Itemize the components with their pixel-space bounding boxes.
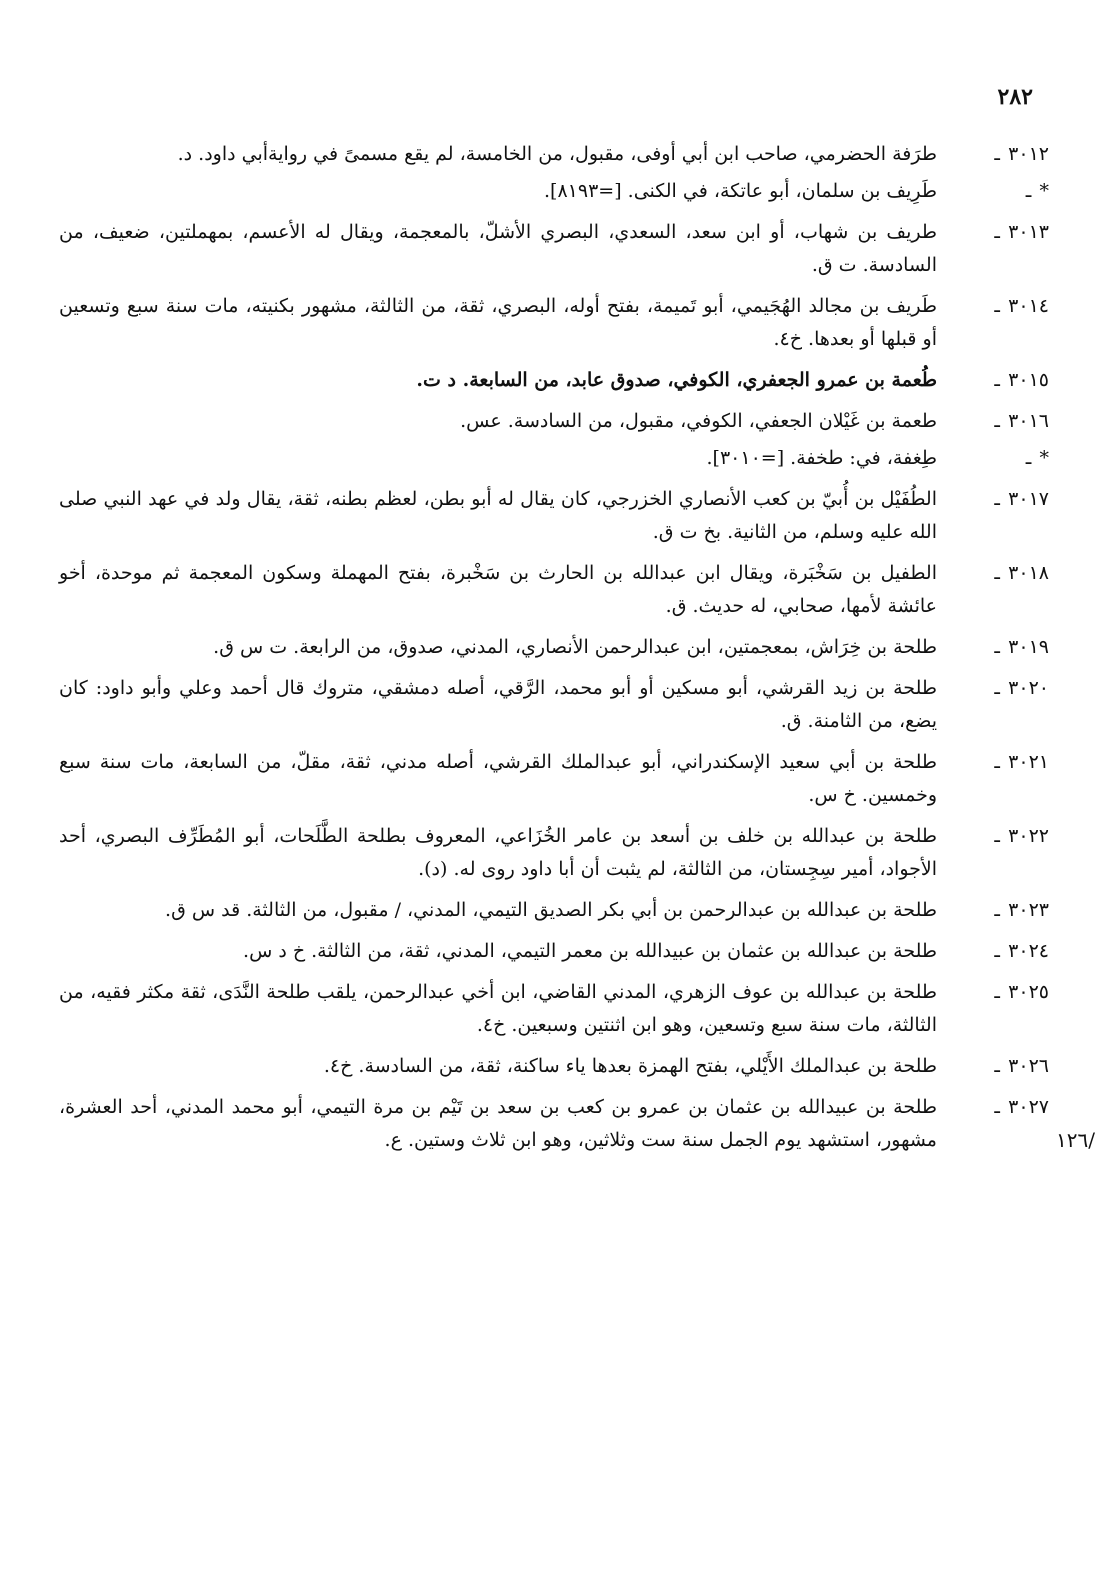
biography-entry bbox=[59, 483, 1049, 549]
entry-dash: ـ bbox=[994, 1096, 1000, 1118]
entry-dash: ـ bbox=[994, 488, 1000, 510]
entry-text: طرَفة الحضرمي، صاحب ابن أبي أوفى، مقبول، من الخامسة، لم يقع مسمىً في روايةأبي داود. د. bbox=[177, 143, 937, 165]
biography-entry bbox=[59, 746, 1049, 812]
entry-text: طلحة بن زيد القرشي، أبو مسكين أو أبو محمد، الرَّقي، أصله دمشقي، متروك قال أحمد وعلي وأبو داود: كان يضع، من الثامنة. ق. bbox=[59, 677, 937, 732]
biography-entry bbox=[59, 557, 1049, 623]
entry-text: الطفيل بن سَخْبَرة، ويقال ابن عبدالله بن الحارث بن سَخْبرة، بفتح المهملة وسكون المعجمة ثم موحدة، أخو عائشة لأمها، صحابي، له حديث. ق. bbox=[59, 562, 937, 617]
entry-dash: ـ bbox=[994, 751, 1000, 773]
biography-entry bbox=[59, 1050, 1049, 1083]
entry-number bbox=[937, 672, 1049, 738]
entry-text: طلحة بن عبدالله بن عبدالرحمن بن أبي بكر الصديق التيمي، المدني، / مقبول، من الثالثة. قد س ق. bbox=[165, 899, 937, 921]
entry-text: طُعمة بن عمرو الجعفري، الكوفي، صدوق عابد، من السابعة. د ت. bbox=[416, 369, 937, 391]
biography-entry bbox=[59, 672, 1049, 738]
entry-dash: ـ bbox=[994, 143, 1000, 165]
entry-dash: ـ bbox=[994, 369, 1000, 391]
entry-number-text: ٣٠١٦ bbox=[1008, 410, 1049, 432]
entry-dash: ـ bbox=[994, 677, 1000, 699]
cross-reference-entry bbox=[59, 175, 1049, 208]
entry-number bbox=[937, 216, 1049, 282]
entry-number-text: ٣٠٢١ bbox=[1008, 751, 1049, 773]
entry-number-text: ٣٠٢٥ bbox=[1008, 981, 1049, 1003]
biography-entry bbox=[59, 290, 1049, 356]
entry-number-text: ٣٠١٥ bbox=[1008, 369, 1049, 391]
entry-dash: ـ bbox=[994, 825, 1000, 847]
entry-text: طِغفة، في: طخفة. [=٣٠١٠]. bbox=[706, 447, 937, 469]
biography-entry bbox=[59, 216, 1049, 282]
entry-number-text: ٣٠١٤ bbox=[1008, 295, 1049, 317]
entry-text: طلحة بن أبي سعيد الإسكندراني، أبو عبدالملك القرشي، أصله مدني، ثقة، مقلّ، من السابعة، مات سنة سبع وخمسين. خ س. bbox=[59, 751, 937, 806]
margin-note: /١٢٦ bbox=[1056, 1128, 1095, 1152]
entry-number bbox=[937, 175, 1049, 208]
entry-number-text: ٣٠٢٤ bbox=[1008, 940, 1049, 962]
entry-text: طلحة بن عبدالله بن عثمان بن عبيدالله بن معمر التيمي، المدني، ثقة، من الثالثة. خ د س. bbox=[243, 940, 937, 962]
page-number: ٢٨٢ bbox=[997, 84, 1033, 110]
entry-dash: ـ bbox=[994, 410, 1000, 432]
entry-number bbox=[937, 631, 1049, 664]
entry-text: طَرِيف بن سلمان، أبو عاتكة، في الكنى. [=٨١٩٣]. bbox=[544, 180, 937, 202]
biography-entry bbox=[59, 138, 1049, 171]
entry-number-text: ٣٠٢٣ bbox=[1008, 899, 1049, 921]
entry-number-text: ٣٠١٣ bbox=[1008, 221, 1049, 243]
entry-text: طعمة بن غَيْلان الجعفي، الكوفي، مقبول، من السادسة. عس. bbox=[460, 410, 937, 432]
entry-text: طريف بن شهاب، أو ابن سعد، السعدي، البصري الأشلّ، بالمعجمة، ويقال له الأعسم، بمهملتين، ضعيف، من السادسة. ت ق. bbox=[59, 221, 937, 276]
entry-number-text: ٣٠١٨ bbox=[1008, 562, 1049, 584]
biography-entry bbox=[59, 405, 1049, 438]
entry-number bbox=[937, 138, 1049, 171]
biography-entry bbox=[59, 935, 1049, 968]
biography-entry bbox=[59, 631, 1049, 664]
entry-number-text: ٣٠٢٦ bbox=[1008, 1055, 1049, 1077]
entry-dash: ـ bbox=[994, 1055, 1000, 1077]
entry-number bbox=[937, 405, 1049, 438]
biography-entry bbox=[59, 1091, 1049, 1157]
entry-dash: ـ bbox=[1025, 447, 1032, 469]
entry-text: طلحة بن عبدالملك الأَيْلي، بفتح الهمزة بعدها ياء ساكنة، ثقة، من السادسة. خ٤. bbox=[323, 1055, 937, 1077]
cross-reference-entry bbox=[59, 442, 1049, 475]
biography-entry bbox=[59, 820, 1049, 886]
entry-number bbox=[937, 483, 1049, 549]
entry-number-text: ٣٠٢٠ bbox=[1008, 677, 1049, 699]
entry-number bbox=[937, 976, 1049, 1042]
entry-number bbox=[937, 746, 1049, 812]
entry-dash: ـ bbox=[994, 636, 1000, 658]
entry-number bbox=[937, 290, 1049, 356]
entry-dash: ـ bbox=[994, 940, 1000, 962]
entry-dash: ـ bbox=[994, 221, 1000, 243]
entry-text: طلحة بن عبدالله بن خلف بن أسعد بن عامر الخُزَاعي، المعروف بطلحة الطَّلَحات، أبو المُطَرِّف البصري، أحد الأجواد، أمير سِجِستان، من الثالثة، لم يثبت أن أبا داود روى له. (د). bbox=[59, 825, 937, 880]
entry-number-text: ٣٠٢٧ bbox=[1008, 1096, 1049, 1118]
biography-entry bbox=[59, 364, 1049, 397]
entry-number-text: ٣٠٢٢ bbox=[1008, 825, 1049, 847]
entry-number bbox=[937, 820, 1049, 886]
entry-number bbox=[937, 1091, 1049, 1157]
entry-dash: ـ bbox=[994, 981, 1000, 1003]
biography-entry bbox=[59, 976, 1049, 1042]
entry-text: طلحة بن خِرَاش، بمعجمتين، ابن عبدالرحمن الأنصاري، المدني، صدوق، من الرابعة. ت س ق. bbox=[213, 636, 937, 658]
biography-entry bbox=[59, 894, 1049, 927]
entry-number-text: ٣٠١٢ bbox=[1008, 143, 1049, 165]
entry-number-text: * bbox=[1039, 447, 1049, 469]
entry-number bbox=[937, 935, 1049, 968]
entry-dash: ـ bbox=[994, 295, 1000, 317]
entry-text: طلحة بن عبدالله بن عوف الزهري، المدني القاضي، ابن أخي عبدالرحمن، يلقب طلحة النَّدَى، ثقة مكثر فقيه، من الثالثة، مات سنة سبع وتسعين، وهو ابن اثنتين وسبعين. خ٤. bbox=[59, 981, 937, 1036]
entry-number bbox=[937, 557, 1049, 623]
entry-number-text: * bbox=[1039, 180, 1049, 202]
entry-text: طَريف بن مجالد الهُجَيمي، أبو تَميمة، بفتح أوله، البصري، ثقة، من الثالثة، مشهور بكنيته، مات سنة سبع وتسعين أو قبلها أو بعدها. خ٤. bbox=[59, 295, 937, 350]
entry-number bbox=[937, 1050, 1049, 1083]
entry-number bbox=[937, 894, 1049, 927]
entry-number-text: ٣٠١٧ bbox=[1008, 488, 1049, 510]
entry-text: طلحة بن عبيدالله بن عثمان بن عمرو بن كعب بن سعد بن تَيْم بن مرة التيمي، أبو محمد المدني، أحد العشرة، مشهور، استشهد يوم الجمل سنة ست وثلاثين، وهو ابن ثلاث وستين. ع. bbox=[59, 1096, 937, 1151]
entry-dash: ـ bbox=[994, 899, 1000, 921]
entry-number-text: ٣٠١٩ bbox=[1008, 636, 1049, 658]
entry-number bbox=[937, 364, 1049, 397]
entry-dash: ـ bbox=[1025, 180, 1032, 202]
entries-list bbox=[59, 138, 1049, 1165]
entry-dash: ـ bbox=[994, 562, 1000, 584]
entry-number bbox=[937, 442, 1049, 475]
entry-text: الطُفَيْل بن أُبيّ بن كعب الأنصاري الخزرجي، كان يقال له أبو بطن، لعظم بطنه، ثقة، يقال ولد في عهد النبي صلى الله عليه وسلم، من الثانية. بخ ت ق. bbox=[59, 488, 937, 543]
